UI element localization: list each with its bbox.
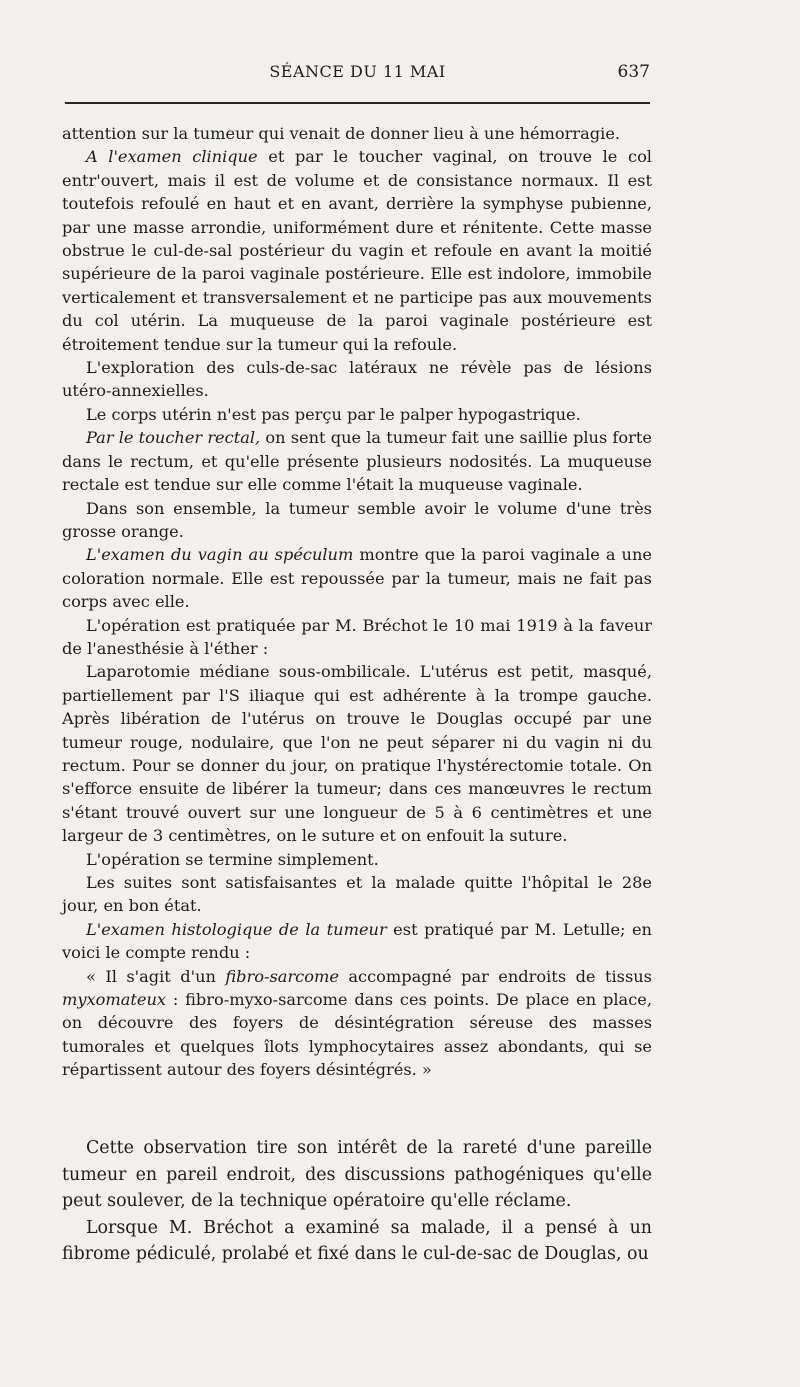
paragraph: A l'examen clinique et par le toucher vaginal, on trouve le col entr'ouvert, mais il est de volume et de consistance normaux. Il est toutefois refoulé en haut et en avant, derrière la symphyse pubienne, par une masse arrondie, uniformément dure et rénitente. Cette masse obstrue le cul-de-sal postérieur du vagin et refoule en avant la moitié supérieure de la paroi vaginale postérieure. Elle est indolore, immobile verticalement et transversalement et ne participe pas aux mouvements du col utérin. La muqueuse de la paroi vaginale postérieure est étroitement tendue sur la tumeur qui la refoule.	[62, 147, 652, 354]
paragraph: Par le toucher rectal, on sent que la tumeur fait une saillie plus forte dans le rectum, et qu'elle présente plusieurs nodosités. La muqueuse rectale est tendue sur elle comme l'était la muqueuse vaginale.	[62, 428, 652, 495]
paragraph: Laparotomie médiane sous-ombilicale. L'utérus est petit, masqué, partiellement par l'S iliaque qui est adhérente à la trompe gauche. Après libération de l'utérus on trouve le Douglas occupé par une tumeur rouge, nodulaire, que l'on ne peut séparer ni du vagin ni du rectum. Pour se donner du jour, on pratique l'hystérectomie totale. On s'efforce ensuite de libérer la tumeur; dans ces manœuvres le rectum s'étant trouvé ouvert sur une longueur de 5 à 6 centimètres et une largeur de 3 centimètres, on le suture et on enfouit la suture.	[62, 662, 652, 846]
paragraph: Lorsque M. Bréchot a examiné sa malade, il a pensé à un fibrome pédiculé, prolabé et fixé dans le cul-de-sac de Douglas, ou	[62, 1217, 652, 1264]
header-rule	[65, 102, 650, 104]
paragraph: L'examen histologique de la tumeur est pratiqué par M. Letulle; en voici le compte rendu :	[62, 919, 652, 963]
paragraph: L'opération est pratiquée par M. Bréchot le 10 mai 1919 à la faveur de l'anesthésie à l'éther :	[62, 615, 652, 658]
page-header	[65, 62, 650, 86]
paragraph: L'examen du vagin au spéculum montre que la paroi vaginale a une coloration normale. Elle est repoussée par la tumeur, mais ne fait pas corps avec elle.	[62, 545, 652, 612]
page-number: 637	[617, 62, 650, 82]
paragraph: Les suites sont satisfaisantes et la malade quitte l'hôpital le 28e jour, en bon état.	[62, 873, 652, 916]
paragraph: L'exploration des culs-de-sac latéraux ne révèle pas de lésions utéro-annexielles.	[62, 358, 652, 401]
paragraph: attention sur la tumeur qui venait de donner lieu à une hémorragie.	[62, 124, 621, 143]
case-report	[62, 122, 652, 1082]
running-head: SÉANCE DU 11 MAI	[269, 62, 446, 81]
paragraph: Le corps utérin n'est pas perçu par le palper hypogastrique.	[86, 404, 581, 424]
paragraph: Cette observation tire son intérêt de la rareté d'une pareille tumeur en pareil endroit, des discussions pathogéniques qu'elle peut soulever, de la technique opératoire qu'elle réclame.	[62, 1138, 652, 1211]
paragraph: L'opération se termine simplement.	[86, 849, 379, 869]
histology-quote: « Il s'agit d'un fibro-sarcome accompagné par endroits de tissus myxomateux : fibro-myxo-sarcome dans ces points. De place en place, on découvre des foyers de désintégration séreuse des masses tumorales et quelques îlots lymphocytaires assez abondants, qui se répartissent autour des foyers désintégrés. »	[62, 966, 652, 1080]
commentary	[62, 1135, 652, 1268]
paragraph: Dans son ensemble, la tumeur semble avoir le volume d'une très grosse orange.	[62, 498, 652, 541]
